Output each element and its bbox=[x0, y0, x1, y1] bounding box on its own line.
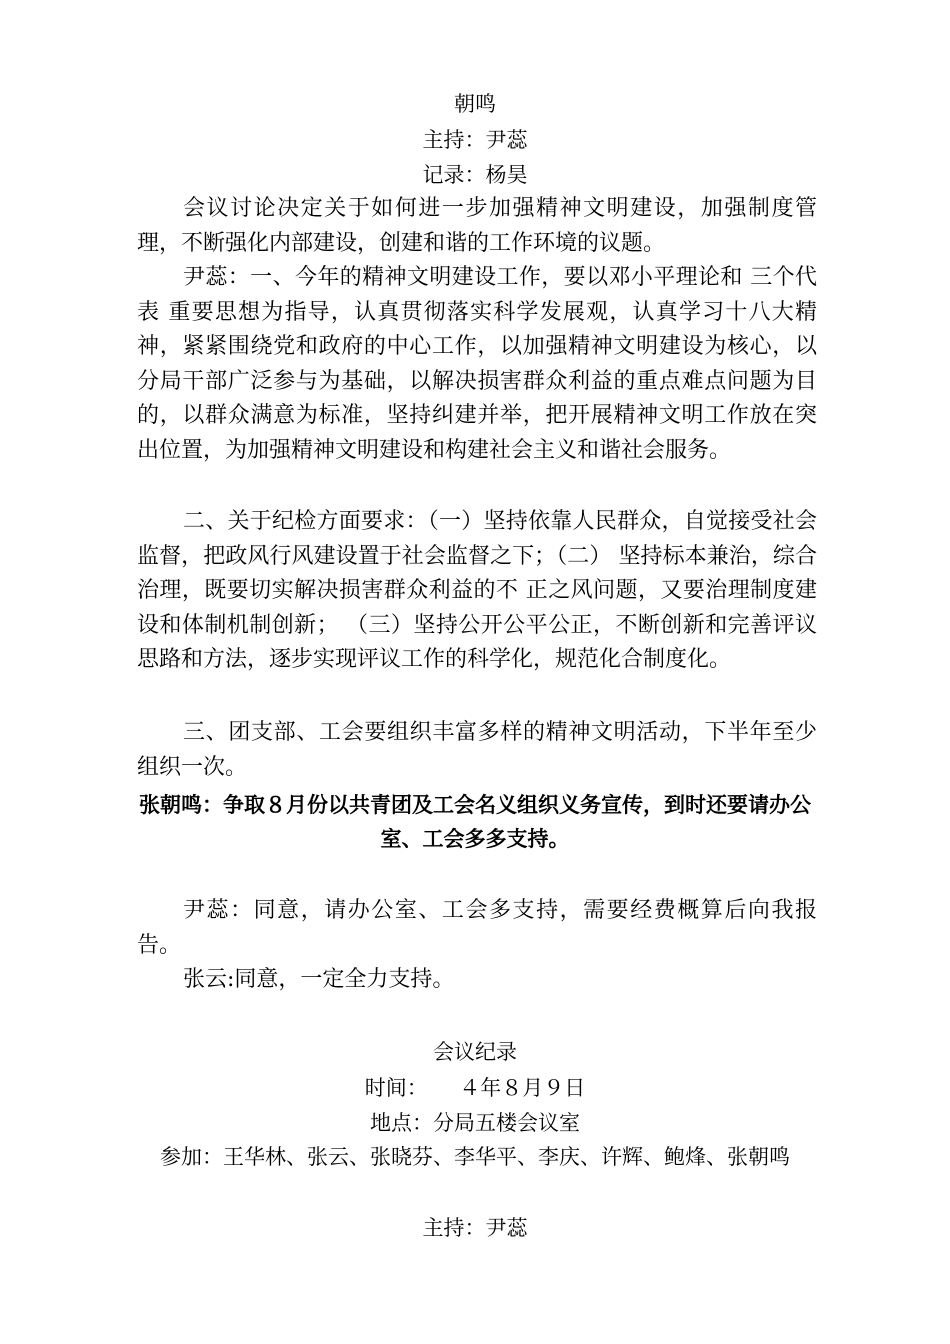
yin-reply-paragraph: 尹蕊：同意，请办公室、工会多支持，需要经费概算后向我报告。 bbox=[137, 898, 817, 958]
item-three-paragraph: 三、团支部、工会要组织丰富多样的精神文明活动，下半年至少组织一次。 bbox=[137, 720, 817, 780]
meeting-time: 时间： ４年８月９日 bbox=[364, 1076, 586, 1100]
intro-paragraph: 会议讨论决定关于如何进一步加强精神文明建设，加强制度管理，不断强化内部建设，创建和谐的工作环境的议题。 bbox=[137, 196, 817, 256]
recorder-line: 记录：杨昊 bbox=[422, 163, 528, 187]
meeting-place: 地点：分局五楼会议室 bbox=[370, 1111, 580, 1135]
attendees-line: 参加：王华林、张云、张晓芬、李华平、李庆、许辉、鲍烽、张朝鸣 bbox=[160, 1145, 790, 1169]
item-two-paragraph: 二、关于纪检方面要求：（一）坚持依靠人民群众，自觉接受社会监督，把政风行风建设置于社会监督之下；（二） 坚持标本兼治，综合治理，既要切实解决损害群众利益的不 正之风问题，又要治理制度建设和体制机制创新； （三）坚持公开公平公正，不断创新和完善评议思路和方法，逐步实现评议工作的科学化，规范化合制度化。 bbox=[137, 509, 817, 672]
next-host-line: 主持：尹蕊 bbox=[422, 1216, 528, 1240]
host-line: 主持：尹蕊 bbox=[422, 128, 528, 152]
zhangyun-reply-paragraph: 张云:同意，一定全力支持。 bbox=[183, 967, 455, 992]
zhang-statement: 张朝鸣：争取８月份以共青团及工会名义组织义务宣传，到时还要请办公室、工会多多支持。 bbox=[139, 793, 811, 851]
record-title: 会议纪录 bbox=[433, 1040, 517, 1064]
attendee-name-continued: 朝鸣 bbox=[454, 92, 496, 116]
item-one-paragraph: 尹蕊：一、今年的精神文明建设工作，要以邓小平理论和 三个代表 重要思想为指导，认真贯彻落实科学发展观，认真学习十八大精神，紧紧围绕党和政府的中心工作，以加强精神文明建设为核心，以分局干部广泛参与为基础，以解决损害群众利益的重点难点问题为目的，以群众满意为标准，坚持纠建并举，把开展精神文明工作放在突出位置，为加强精神文明建设和构建社会主义和谐社会服务。 bbox=[137, 265, 817, 463]
